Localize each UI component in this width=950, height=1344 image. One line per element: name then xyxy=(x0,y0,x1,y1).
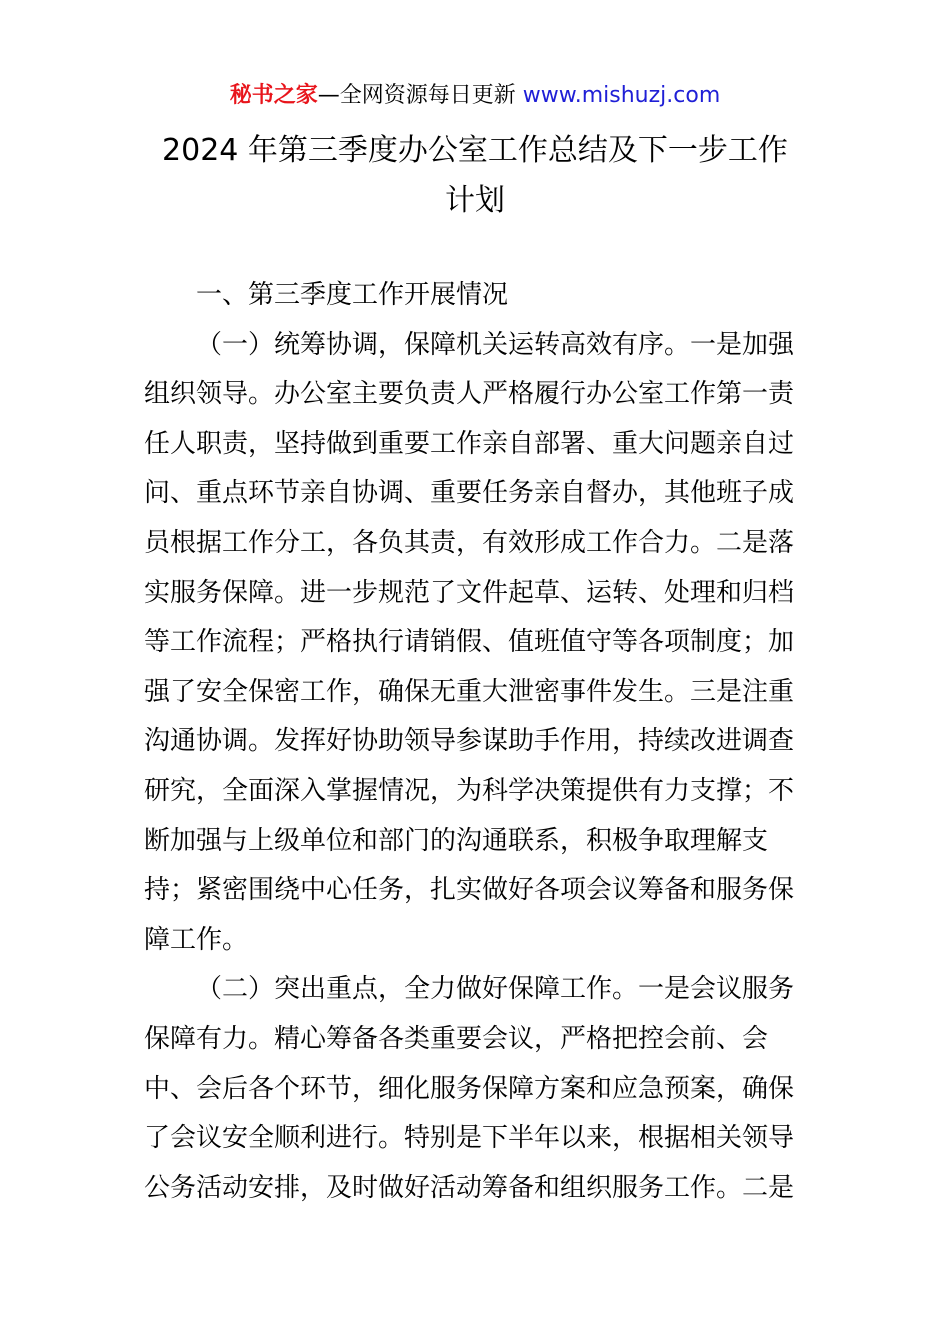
paragraph-line: 公务活动安排，及时做好活动筹备和组织服务工作。二是 xyxy=(144,1172,795,1203)
paragraph-line: 保障有力。精心筹备各类重要会议，严格把控会前、会 xyxy=(144,1023,769,1054)
paragraph-line: 员根据工作分工，各负其责，有效形成工作合力。二是落 xyxy=(144,527,795,558)
paragraph-line: 问、重点环节亲自协调、重要任务亲自督办，其他班子成 xyxy=(144,478,795,509)
paragraph-line: 组织领导。办公室主要负责人严格履行办公室工作第一责 xyxy=(144,379,795,410)
document-title xyxy=(120,126,830,226)
paragraph-line: 了会议安全顺利进行。特别是下半年以来，根据相关领导 xyxy=(144,1123,795,1154)
paragraph-line: 研究，全面深入掌握情况，为科学决策提供有力支撑；不 xyxy=(144,775,795,806)
paragraph-line: 沟通协调。发挥好协助领导参谋助手作用，持续改进调查 xyxy=(144,726,795,757)
paragraph-line: 中、会后各个环节，细化服务保障方案和应急预案，确保 xyxy=(144,1073,795,1104)
site-brand: 秘书之家 xyxy=(229,83,318,108)
site-url-link[interactable]: www.mishuzj.com xyxy=(522,83,721,108)
paragraph-line: （二）突出重点，全力做好保障工作。一是会议服务 xyxy=(196,974,795,1005)
title-line: 计划 xyxy=(445,183,505,218)
section-heading: 一、第三季度工作开展情况 xyxy=(196,280,509,310)
paragraph-line: 障工作。 xyxy=(144,924,249,955)
paragraph-line: 断加强与上级单位和部门的沟通联系，积极争取理解支 xyxy=(144,825,769,856)
paragraph-line: 等工作流程；严格执行请销假、值班值守等各项制度；加 xyxy=(144,627,795,658)
site-tagline: —全网资源每日更新 xyxy=(317,83,523,108)
paragraph-line: 强了安全保密工作，确保无重大泄密事件发生。三是注重 xyxy=(144,676,795,707)
paragraph-line: （一）统筹协调，保障机关运转高效有序。一是加强 xyxy=(196,329,795,360)
paragraph-line: 持；紧密围绕中心任务，扎实做好各项会议筹备和服务保 xyxy=(144,875,795,906)
title-line: 2024 年第三季度办公室工作总结及下一步工作 xyxy=(162,133,788,168)
site-header xyxy=(0,80,950,112)
document-body xyxy=(144,271,808,1213)
paragraph-line: 任人职责，坚持做到重要工作亲自部署、重大问题亲自过 xyxy=(144,428,795,459)
paragraph-line: 实服务保障。进一步规范了文件起草、运转、处理和归档 xyxy=(144,577,795,608)
